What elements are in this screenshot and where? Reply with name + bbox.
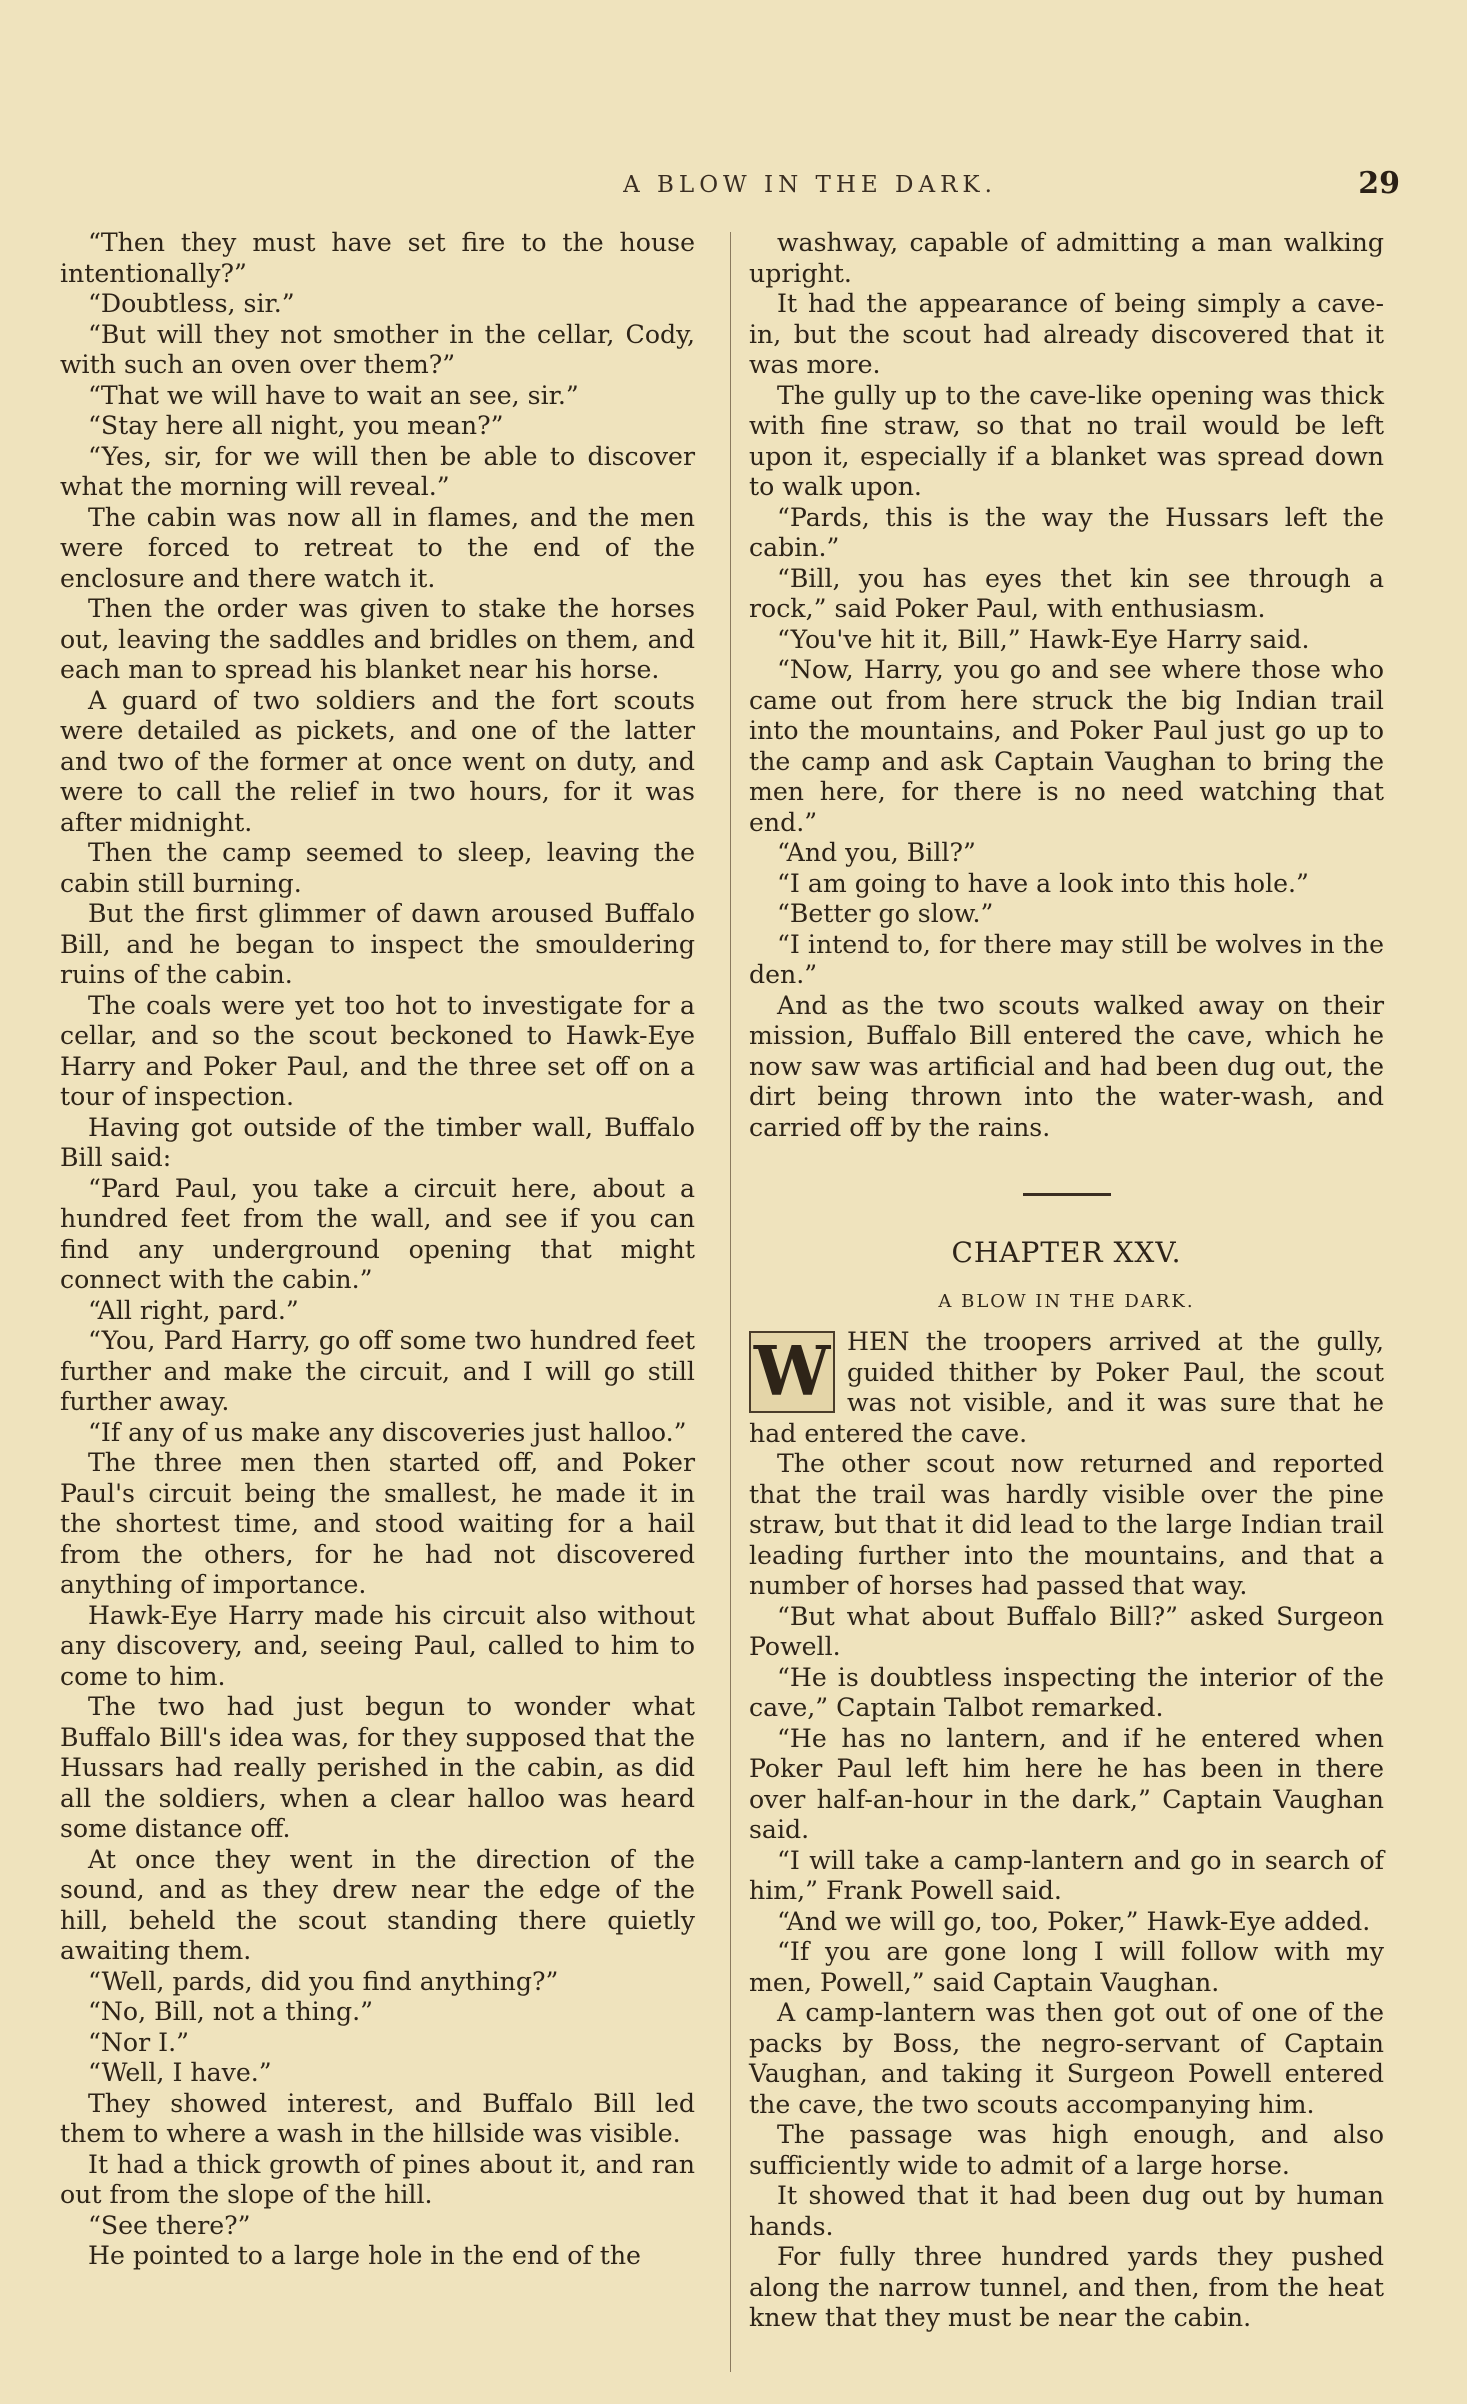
page-number: 29: [1358, 166, 1400, 201]
paragraph: “Better go slow.”: [777, 899, 994, 928]
paragraph: “You, Pard Harry, go off some two hundred feet further and make the circuit, and I will go still further away.: [60, 1326, 695, 1416]
column-divider: [730, 232, 731, 2372]
paragraph: “Now, Harry, you go and see where those who came out from here struck the big Indian trail into the mountains, and Poker Paul just go up to the camp and ask Captain Vaughan to bring the men here, for there is no need watching that end.”: [749, 655, 1384, 837]
paragraph: The passage was high enough, and also sufficiently wide to admit of a large horse.: [749, 2120, 1384, 2180]
paragraph: “Stay here all night, you mean?”: [88, 411, 504, 440]
paragraph: The two had just begun to wonder what Buffalo Bill's idea was, for they supposed that the Hussars had really perished in the cabin, as did all the soldiers, when a clear halloo was heard some distance off.: [60, 1692, 695, 1843]
paragraph: Then the order was given to stake the horses out, leaving the saddles and bridles on them, and each man to spread his blanket near his horse.: [60, 594, 695, 684]
paragraph: “But will they not smother in the cellar, Cody, with such an oven over them?”: [60, 319, 695, 379]
paragraph: Hawk-Eye Harry made his circuit also without any discovery, and, seeing Paul, called to him to come to him.: [60, 1600, 695, 1691]
paragraph: A camp-lantern was then got out of one of the packs by Boss, the negro-servant of Captain Vaughan, and taking it Surgeon Powell entered the cave, the two scouts accompanying him.: [749, 1998, 1384, 2119]
paragraph: “If you are gone long I will follow with my men, Powell,” said Captain Vaughan.: [749, 1937, 1384, 1997]
dropcap-paragraph: [749, 1327, 1384, 1449]
paragraph: “I will take a camp-lantern and go in search of him,” Frank Powell said.: [749, 1845, 1384, 1905]
dropcap-letter: W: [749, 1331, 835, 1413]
paragraph: “He is doubtless inspecting the interior of the cave,” Captain Talbot remarked.: [749, 1662, 1384, 1722]
paragraph: “I intend to, for there may still be wolves in the den.”: [749, 929, 1384, 989]
right-column: [749, 228, 1384, 2334]
paragraph: “That we will have to wait an see, sir.”: [88, 380, 579, 410]
paragraph: But the first glimmer of dawn aroused Buffalo Bill, and he began to inspect the smouldering ruins of the cabin.: [60, 899, 695, 989]
left-column: [60, 228, 695, 2272]
paragraph: Then the camp seemed to sleep, leaving the cabin still burning.: [60, 838, 695, 898]
paragraph: “Doubtless, sir.”: [88, 289, 295, 318]
paragraph: The other scout now returned and reported that the trail was hardly visible over the pine straw, but that it did lead to the large Indian trail leading further into the mountains, and that a number of horses had passed that way.: [749, 1449, 1384, 1600]
paragraph: “All right, pard.”: [88, 1295, 299, 1325]
chapter-subtitle: A BLOW IN THE DARK.: [938, 1290, 1195, 1312]
chapter-heading: CHAPTER XXV.: [951, 1236, 1182, 1269]
paragraph: A guard of two soldiers and the fort scouts were detailed as pickets, and one of the latter and two of the former at once went on duty, and were to call the relief in two hours, for it was after midnight.: [60, 685, 695, 837]
paragraph: “He has no lantern, and if he entered when Poker Paul left him here he has been in there over half-an-hour in the dark,” Captain Vaughan said.: [749, 1723, 1384, 1844]
paragraph: It had a thick growth of pines about it, and ran out from the slope of the hill.: [60, 2149, 695, 2209]
paragraph: “No, Bill, not a thing.”: [88, 1997, 373, 2026]
paragraph: “See there?”: [88, 2210, 251, 2240]
paragraph: “Yes, sir, for we will then be able to discover what the morning will reveal.”: [60, 441, 695, 501]
paragraph: “Pard Paul, you take a circuit here, about a hundred feet from the wall, and see if you can find any underground opening that might connect with the cabin.”: [60, 1173, 695, 1294]
paragraph: “But what about Buffalo Bill?” asked Surgeon Powell.: [749, 1601, 1384, 1661]
paragraph: washway, capable of admitting a man walking upright.: [749, 228, 1384, 288]
paragraph: “If any of us make any discoveries just halloo.”: [88, 1417, 687, 1447]
section-rule: [1023, 1193, 1111, 1196]
paragraph: “I am going to have a look into this hole.”: [777, 868, 1309, 898]
paragraph: “Then they must have set fire to the house intentionally?”: [60, 228, 695, 288]
paragraph: “Bill, you has eyes thet kin see through a rock,” said Poker Paul, with enthusiasm.: [749, 563, 1384, 623]
paragraph: For fully three hundred yards they pushed along the narrow tunnel, and then, from the heat knew that they must be near the cabin.: [749, 2242, 1384, 2332]
paragraph: “Nor I.”: [88, 2027, 189, 2057]
paragraph: “Well, pards, did you find anything?”: [88, 1966, 559, 1996]
paragraph: “Well, I have.”: [88, 2058, 272, 2087]
paragraph: Having got outside of the timber wall, Buffalo Bill said:: [60, 1112, 695, 1172]
paragraph: It had the appearance of being simply a cave-in, but the scout had already discovered that it was more.: [749, 289, 1384, 379]
paragraph: They showed interest, and Buffalo Bill led them to where a wash in the hillside was visible.: [60, 2088, 695, 2148]
dropcap-text: HEN the troopers arrived at the gully, guided thither by Poker Paul, the scout was not visible, and it was sure that he had entered the cave.: [749, 1327, 1384, 1448]
paragraph: At once they went in the direction of the sound, and as they drew near the edge of the hill, beheld the scout standing there quietly awaiting them.: [60, 1844, 695, 1965]
paragraph: “Pards, this is the way the Hussars left the cabin.”: [749, 502, 1384, 562]
paragraph: “And we will go, too, Poker,” Hawk-Eye added.: [777, 1906, 1371, 1936]
paragraph: “And you, Bill?”: [777, 838, 976, 867]
running-title: A BLOW IN THE DARK.: [623, 172, 997, 198]
paragraph: The three men then started off, and Poker Paul's circuit being the smallest, he made it in the shortest time, and stood waiting for a hail from the others, for he had not discovered anything of importance.: [60, 1448, 695, 1599]
paragraph: The cabin was now all in flames, and the men were forced to retreat to the end of the enclosure and there watch it.: [60, 502, 695, 593]
paragraph: He pointed to a large hole in the end of the: [88, 2241, 641, 2270]
paragraph: It showed that it had been dug out by human hands.: [749, 2181, 1384, 2241]
paragraph: And as the two scouts walked away on their mission, Buffalo Bill entered the cave, which he now saw was artificial and had been dug out, the dirt being thrown into the water-wash, and carried off by the rains.: [749, 990, 1384, 1142]
page-header: [90, 166, 1400, 212]
paragraph: The gully up to the cave-like opening was thick with fine straw, so that no trail would be left upon it, especially if a blanket was spread down to walk upon.: [749, 380, 1384, 501]
paragraph: The coals were yet too hot to investigate for a cellar, and so the scout beckoned to Hawk-Eye Harry and Poker Paul, and the three set off on a tour of inspection.: [60, 990, 695, 1111]
paragraph: “You've hit it, Bill,” Hawk-Eye Harry said.: [777, 624, 1310, 654]
